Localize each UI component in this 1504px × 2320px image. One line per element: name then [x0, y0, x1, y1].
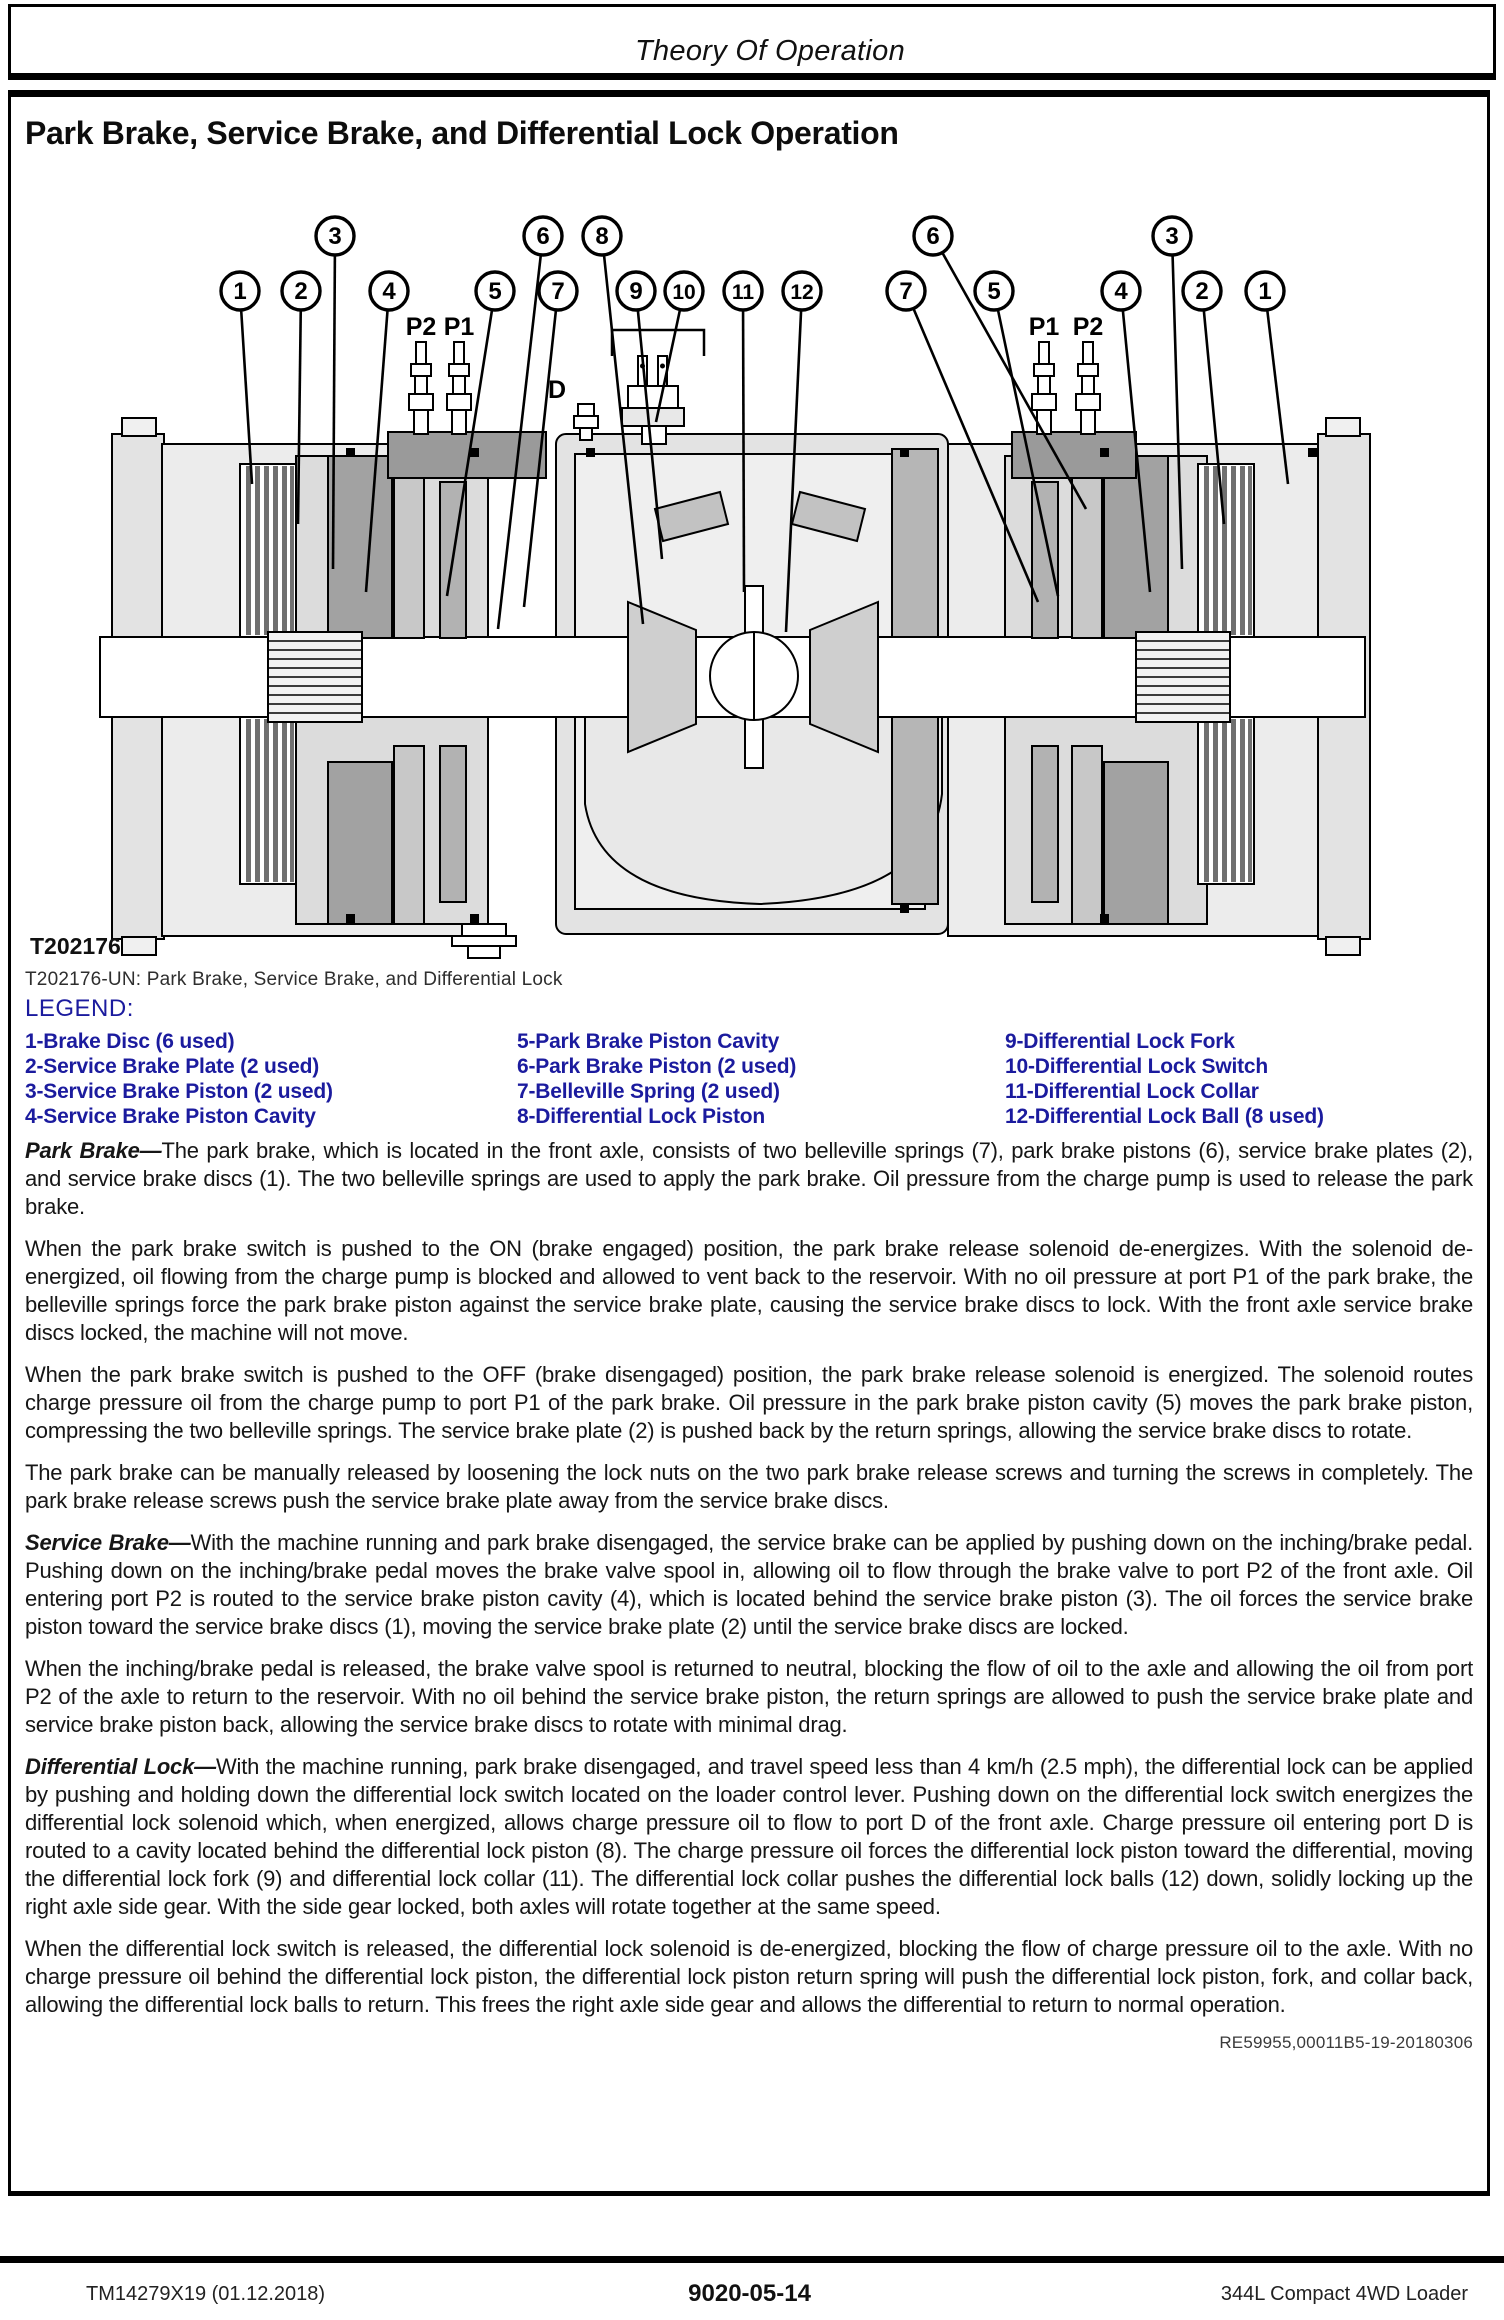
callout-number: 7	[899, 278, 913, 305]
port-label-D: D	[547, 376, 567, 404]
callout-number: 2	[294, 278, 308, 305]
callout-number: 1	[1258, 278, 1272, 305]
legend-column-2	[517, 1029, 1005, 1129]
legend-item: 10-Differential Lock Switch	[1005, 1055, 1268, 1078]
legend-item: 9-Differential Lock Fork	[1005, 1030, 1235, 1053]
legend-column-1	[25, 1029, 517, 1129]
figure-caption: T202176-UN: Park Brake, Service Brake, and Differential Lock	[25, 969, 563, 990]
drain-plug	[452, 924, 516, 958]
legend-item: 4-Service Brake Piston Cavity	[25, 1105, 316, 1128]
legend-item: 6-Park Brake Piston (2 used)	[517, 1055, 797, 1078]
legend-column-3	[1005, 1029, 1473, 1129]
figure-id-label: T202176	[30, 933, 121, 959]
paragraph: Service Brake—With the machine running and park brake disengaged, the service brake can be applied by pushing down on the inching/brake pedal. Pushing down on the inching/brake pedal moves the brake valve spool in, allowing oil to flow through the brake valve to port P2 of the front axle. Oil entering port P2 is routed to the service brake piston cavity (4), which is located behind the service brake piston (3). The oil forces the service brake piston toward the service brake discs (1), moving the service brake plate (2) until the service brake discs are locked.	[25, 1530, 1473, 1639]
paragraph-lead: Service Brake—	[25, 1530, 191, 1555]
callout-number: 9	[629, 278, 643, 305]
left-splined-hub	[268, 632, 362, 722]
running-head-box	[8, 4, 1496, 80]
footer-model-name: 344L Compact 4WD Loader	[1220, 2283, 1468, 2305]
running-head-title: Theory Of Operation	[634, 35, 906, 67]
callout-number: 7	[551, 278, 565, 305]
content-box	[8, 90, 1490, 2196]
axle-cross-section-figure	[11, 164, 1493, 964]
legend-title: LEGEND:	[25, 995, 134, 1022]
port-label-P1: P1	[443, 313, 475, 341]
callout-number: 6	[536, 223, 550, 250]
paragraph: When the inching/brake pedal is released, the brake valve spool is returned to neutral, blocking the flow of oil to the axle and allowing the oil from port P2 of the axle to return to the reservoir. With no oil behind the service brake piston, the return springs are allowed to push the service brake plate and service brake piston back, allowing the service brake discs to rotate with minimal drag.	[25, 1656, 1473, 1737]
paragraph: Park Brake—The park brake, which is located in the front axle, consists of two belleville springs (7), park brake pistons (6), service brake plates (2), and service brake discs (1). The two belleville springs are used to apply the park brake. Oil pressure from the charge pump is used to release the park brake.	[25, 1138, 1473, 1219]
legend-item: 3-Service Brake Piston (2 used)	[25, 1080, 333, 1103]
footer-page-number: 9020-05-14	[688, 2280, 811, 2307]
hydraulic-fittings	[409, 342, 1100, 440]
paragraph-lead: Park Brake—	[25, 1138, 162, 1163]
port-label-P2: P2	[405, 313, 437, 341]
page-title: Park Brake, Service Brake, and Differential Lock Operation	[25, 115, 899, 151]
paragraph: When the park brake switch is pushed to the OFF (brake disengaged) position, the park brake release solenoid is energized. The solenoid routes charge pressure oil from the charge pump to port P1 of the park brake. Oil pressure in the park brake piston cavity (5) moves the park brake piston, compressing the two belleville springs. The service brake plate (2) is pushed back by the return springs, allowing the service brake discs to rotate.	[25, 1362, 1473, 1443]
footer-doc-number: TM14279X19 (01.12.2018)	[86, 2283, 326, 2305]
callout-number: 5	[488, 278, 502, 305]
port-label-P1: P1	[1028, 313, 1060, 341]
callout-number: 5	[987, 278, 1001, 305]
paragraph: Differential Lock—With the machine running, park brake disengaged, and travel speed less than 4 km/h (2.5 mph), the differential lock can be applied by pushing and holding down the differential lock switch located on the loader control lever. Pushing down on the differential lock switch energizes the differential lock solenoid which, when energized, allows charge pressure oil to flow to port D of the front axle. Charge pressure oil entering port D is routed to a cavity located behind the differential lock piston (8). The charge pressure oil forces the differential lock piston toward the differential, moving the differential lock fork (9) and differential lock collar (11). The differential lock collar pushes the differential lock balls (12) down, solidly locking up the right axle side gear. With the side gear locked, both axles will rotate together at the same speed.	[25, 1754, 1473, 1919]
legend-item: 12-Differential Lock Ball (8 used)	[1005, 1105, 1324, 1128]
callout-number: 2	[1195, 278, 1209, 305]
paragraph: When the differential lock switch is released, the differential lock solenoid is de-energized, blocking the flow of charge pressure oil to the axle. With no charge pressure oil behind the differential lock piston, the differential lock piston return spring will push the differential lock piston, fork, and collar back, allowing the differential lock balls to return. This frees the right axle side gear and allows the differential to return to normal operation.	[25, 1936, 1473, 2017]
callout-number: 3	[328, 223, 342, 250]
callout-leader-line	[743, 291, 744, 592]
callout-number: 8	[595, 223, 609, 250]
legend-item: 1-Brake Disc (6 used)	[25, 1030, 235, 1053]
figure-legend	[25, 995, 1473, 1129]
machine-artwork	[100, 330, 1370, 958]
legend-item: 7-Belleville Spring (2 used)	[517, 1080, 780, 1103]
paragraph-lead: Differential Lock—	[25, 1754, 216, 1779]
diff-lock-switch	[612, 330, 704, 444]
paragraph: When the park brake switch is pushed to the ON (brake engaged) position, the park brake release solenoid de-energizes. With the solenoid de-energized, oil flowing from the charge pump is blocked and allowed to vent back to the reservoir. With no oil pressure at port P1 of the park brake, the belleville springs force the park brake piston against the service brake plate, causing the service brake discs to lock. With the front axle service brake discs locked, the machine will not move.	[25, 1236, 1473, 1345]
legend-item: 8-Differential Lock Piston	[517, 1105, 766, 1128]
callout-number: 4	[1114, 278, 1128, 305]
callout-number: 12	[790, 281, 814, 304]
callout-number: 3	[1165, 223, 1179, 250]
legend-item: 5-Park Brake Piston Cavity	[517, 1030, 780, 1053]
callout-number: 6	[926, 223, 940, 250]
footer-rule	[0, 2256, 1504, 2263]
callout-number: 11	[731, 281, 755, 304]
port-label-P2: P2	[1072, 313, 1104, 341]
callout-number: 1	[233, 278, 247, 305]
legend-item: 11-Differential Lock Collar	[1005, 1080, 1259, 1103]
right-splined-hub	[1136, 632, 1230, 722]
port-labels	[406, 313, 1104, 404]
legend-item: 2-Service Brake Plate (2 used)	[25, 1055, 319, 1078]
body-text	[25, 1137, 1473, 2053]
doc-reference-code: RE59955,00011B5-19-20180306	[1219, 2033, 1473, 2052]
paragraph: The park brake can be manually released by loosening the lock nuts on the two park brake release screws and turning the screws in completely. The park brake release screws push the service brake plate away from the service brake discs.	[25, 1460, 1473, 1513]
callout-number: 4	[382, 278, 396, 305]
callout-number: 10	[672, 281, 696, 304]
